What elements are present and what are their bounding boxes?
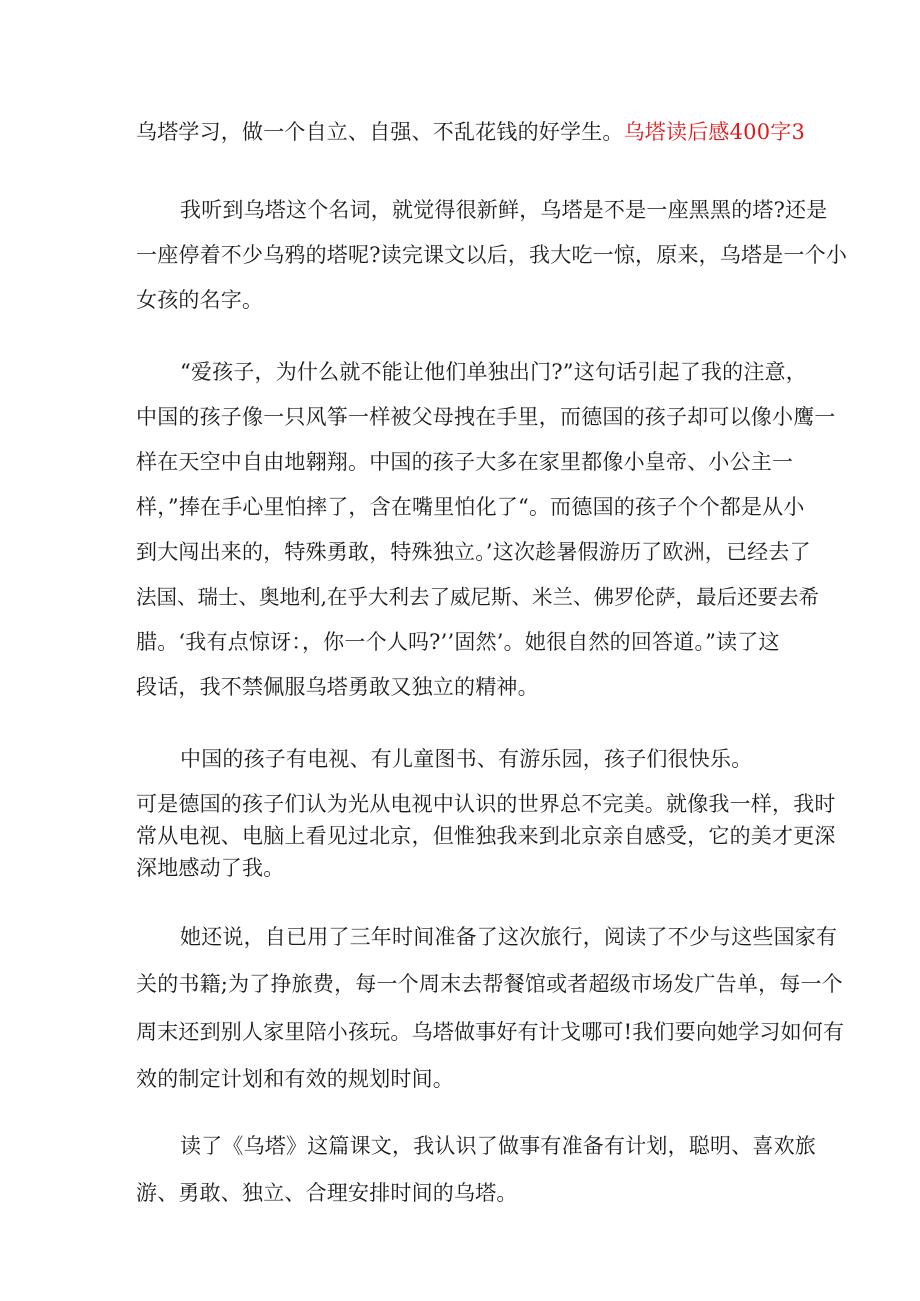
text-line: “爱孩子，为什么就不能让他们单独出门?”这句话引起了我的注意， (180, 360, 807, 384)
text-line: 可是德国的孩子们认为光从电视中认识的世界总不完美。就像我一样，我时 (136, 792, 836, 816)
text-line: 关的书籍;为了挣旅费，每一个周末去帮餐馆或者超级市场发广告单，每一个 (136, 972, 843, 996)
text-line: 中国的孩子有电视、有儿童图书、有游乐园，孩子们很快乐。 (180, 747, 753, 771)
text-line: 效的制定计划和有效的规划时间。 (136, 1067, 454, 1091)
text-line: 我听到乌塔这个名词，就觉得很新鲜，乌塔是不是一座黑黑的塔?还是 (180, 198, 828, 222)
text-line: 段话，我不禁佩服乌塔勇敢又独立的精神。 (136, 675, 539, 699)
text-line: 到大闯出来的，特殊勇敢，特殊独立。’这次趁暑假游历了欧洲，已经去了 (136, 540, 811, 564)
text-line: 一座停着不少乌鸦的塔呢?读完课文以后，我大吃一惊，原来，乌塔是一个小 (136, 243, 848, 267)
section-heading: 乌塔读后感400字3 (623, 120, 806, 144)
text-line: 法国、瑞士、奥地利,在乎大利去了威尼斯、米兰、佛罗伦萨，最后还要去希 (136, 585, 820, 609)
text-line: 她还说，自已用了三年时间准备了这次旅行，阅读了不少与这些国家有 (180, 925, 838, 949)
text-line: 常从电视、电脑上看见过北京，但惟独我来到北京亲自感受，它的美才更深 (136, 824, 836, 848)
text-line: 游、勇敢、独立、合理安排时间的乌塔。 (136, 1181, 518, 1205)
text-line: 中国的孩子像一只风筝一样被父母拽在手里，而德国的孩子却可以像小鹰一 (136, 405, 836, 429)
text-line: 女孩的名字。 (136, 288, 264, 312)
text-span: 乌塔学习，做一个自立、自强、不乱花钱的好学生。 (136, 120, 624, 144)
text-line: 读了《乌塔》这篇课文，我认识了做事有准备有计划，聪明、喜欢旅 (180, 1134, 816, 1158)
text-line: 深地感动了我。 (136, 856, 285, 880)
text-line: 周末还到别人家里陪小孩玩。乌塔做事好有计戈哪可!我们要向她学习如何有 (136, 1020, 845, 1044)
text-line: 样在天空中自由地翱翔。中国的孩子大多在家里都像小皇帝、小公主一 (136, 450, 794, 474)
text-line: 腊。‘我有点惊讶：，你一个人吗?’’固然’。她很自然的回答道。”读了这 (136, 630, 780, 654)
text-line (136, 118, 805, 146)
text-line: 样，”捧在手心里怕摔了，含在嘴里怕化了“。而德国的孩子个个都是从小 (136, 495, 805, 519)
